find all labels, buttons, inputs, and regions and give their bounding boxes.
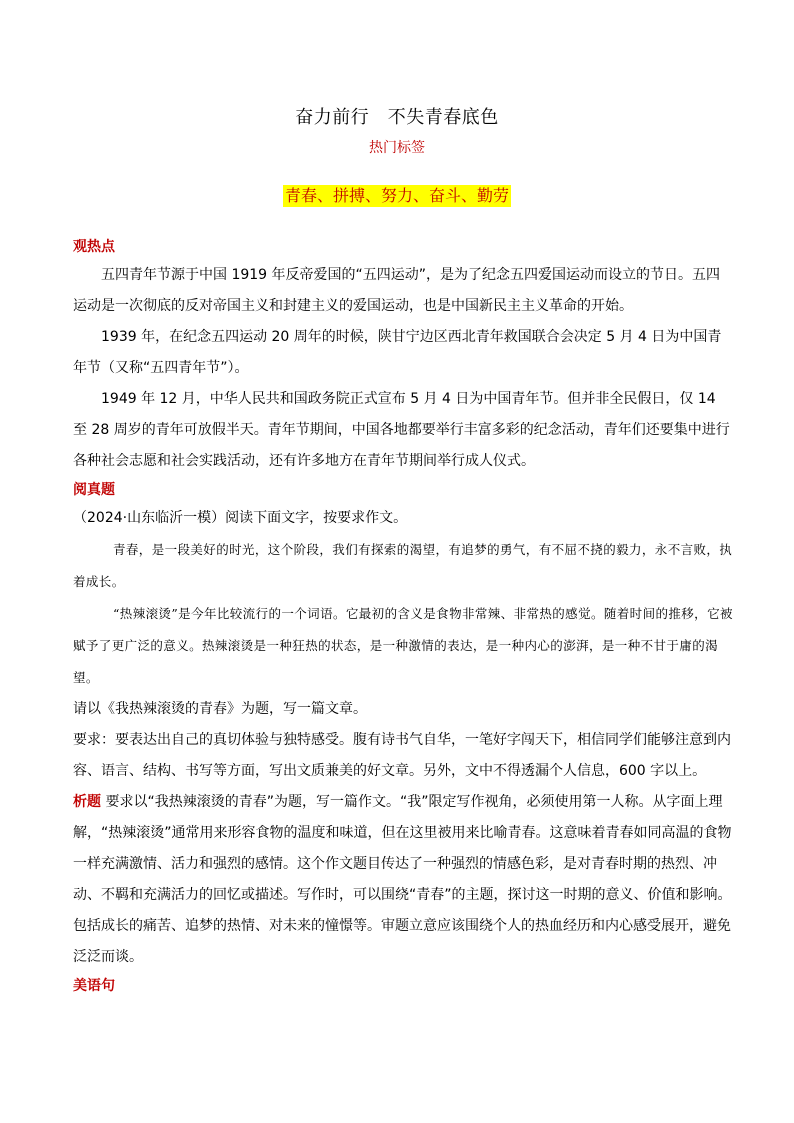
exam-quote: “热辣滚烫”是今年比较流行的一个词语。它最初的含义是食物非常辣、非常热的感觉。随着时间的推移，它被赋予了更广泛的意义。热辣滚烫是一种狂热的状态，是一种激情的表达，是一种内心的澎湃，是一种不甘于庸的渴望。 xyxy=(73,606,733,685)
exam-requirement: 要求：要表达出自己的真切体验与独特感受。腹有诗书气自华，一笔好字闯天下，相信同学们能够注意到内容、语言、结构、书写等方面，写出文质兼美的好文章。另外，文中不得透漏个人信息，600 字以上。 xyxy=(73,732,731,779)
content-body xyxy=(73,234,733,999)
page-title: 奋力前行 不失青春底色 xyxy=(295,107,499,128)
viewpoint-paragraph: 1939 年，在纪念五四运动 20 周年的时候，陕甘宁边区西北青年救国联合会决定 5 月 4 日为中国青年节（又称“五四青年节”）。 xyxy=(73,329,722,376)
section-heading-beautiful-sentences: 美语句 xyxy=(73,978,115,994)
section-heading-real-exam: 阅真题 xyxy=(73,482,115,498)
exam-analysis xyxy=(73,787,733,973)
viewpoint-paragraph: 五四青年节源于中国 1919 年反帝爱国的“五四运动”，是为了纪念五四爱国运动而设立的节日。五四运动是一次彻底的反对帝国主义和封建主义的爱国运动，也是中国新民主主义革命的开始。 xyxy=(73,267,721,314)
exam-source-line: （2024·山东临沂一模）阅读下面文字，按要求作文。 xyxy=(73,510,408,526)
analysis-text: 要求以“我热辣滚烫的青春”为题，写一篇作文。“我”限定写作视角，必须使用第一人称。从字面上理解，“热辣滚烫”通常用来形容食物的温度和味道，但在这里被用来比喻青春。这意味着青春如同高温的食物一样充满激情、活力和强烈的感情。这个作文题目传达了一种强烈的情感色彩，是对青春时期的热烈、冲动、不羁和充满活力的回忆或描述。写作时，可以围绕“青春”的主题，探讨这一时期的意义、价值和影响。包括成长的痛苦、追梦的热情、对未来的憧憬等。审题立意应该围绕个人的热血经历和内心感受展开，避免泛泛而谈。 xyxy=(73,794,732,965)
exam-task: 请以《我热辣滚烫的青春》为题，写一篇文章。 xyxy=(73,701,367,717)
page-subtitle: 热门标签 xyxy=(369,140,425,156)
viewpoint-paragraph: 1949 年 12 月，中华人民共和国政务院正式宣布 5 月 4 日为中国青年节。但并非全民假日，仅 14 至 28 周岁的青年可放假半天。青年节期间，中国各地都要举行丰富多彩的纪念活动，青年们还要集中进行各种社会志愿和社会实践活动，还有许多地方在青年节期间举行成人仪式。 xyxy=(73,391,730,469)
tags-container xyxy=(0,185,794,207)
hot-tags: 青春、拼搏、努力、奋斗、勤劳 xyxy=(284,186,509,205)
exam-quote: 青春，是一段美好的时光，这个阶段，我们有探索的渴望，有追梦的勇气，有不屈不挠的毅力，永不言败，执着成长。 xyxy=(73,542,733,589)
section-heading-viewpoint: 观热点 xyxy=(73,239,115,255)
analysis-label: 析题 xyxy=(73,794,101,810)
